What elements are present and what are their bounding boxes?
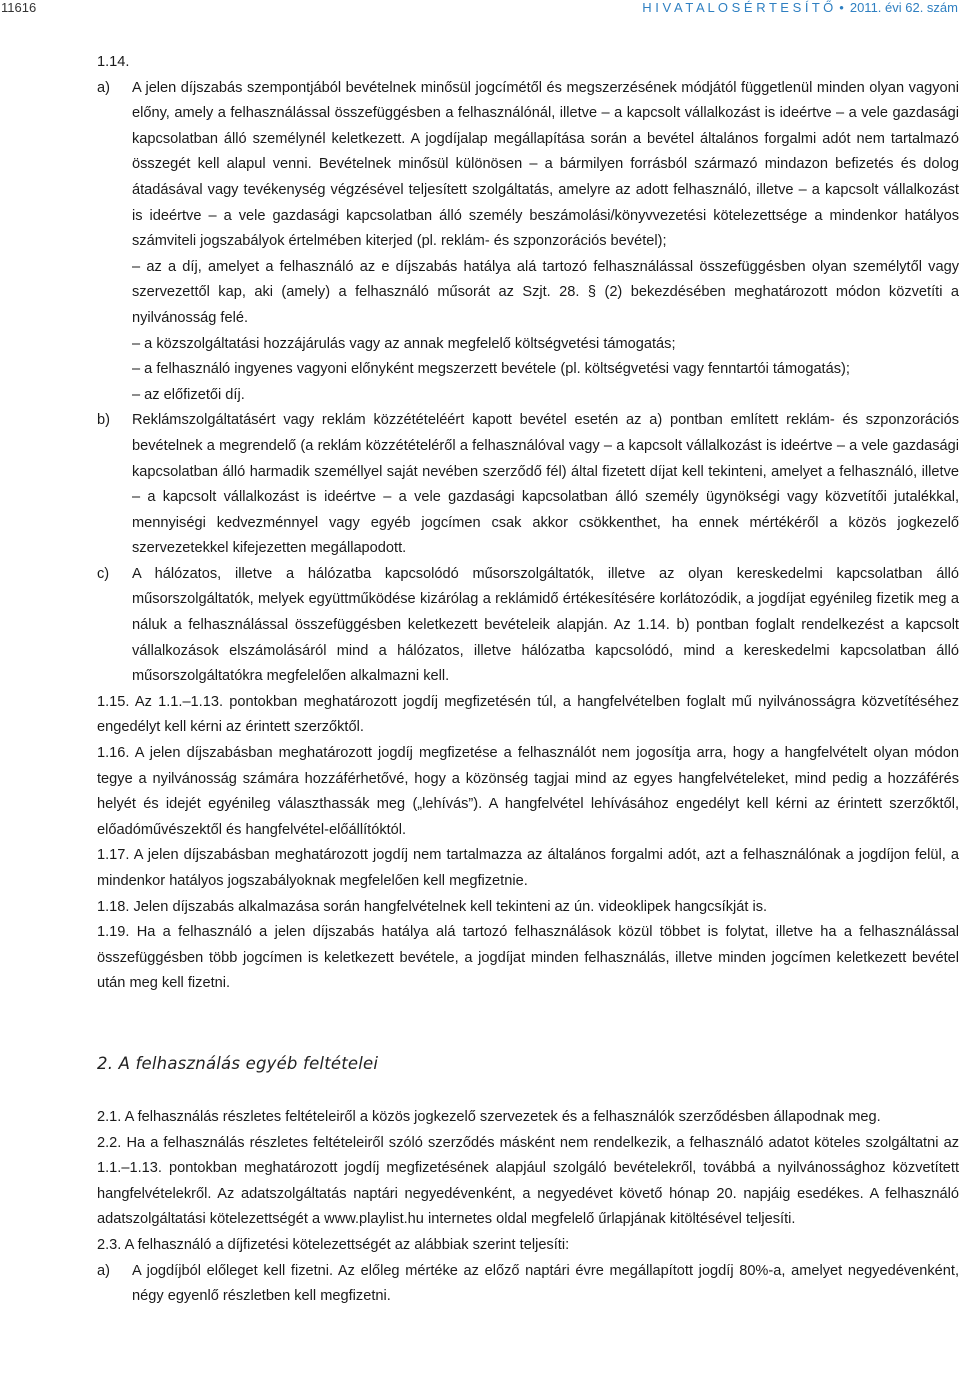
item-2-3-a-text: A jogdíjból előleget kell fizetni. Az előleg mértéke az előző naptári évre megállapított jogdíj 80%-a, amelyet negyedévenként, négy egyenlő részletben kell megfizetni. bbox=[132, 1262, 959, 1305]
item-a-dash-2: – az a díj, amelyet a felhasználó az e díjszabás hatálya alá tartozó felhasználással összefüggésben olyan személytől vagy szervezettől kap, aki (amely) a felhasználó műsorát az Szjt. 28. § (2) bekezdésében meghatározott módon közvetíti a nyilvánosság felé. bbox=[132, 258, 959, 326]
item-c bbox=[97, 562, 959, 690]
publication-title: H I V A T A L O S É R T E S Í T Ő bbox=[642, 0, 834, 15]
item-c-text: A hálózatos, illetve a hálózatba kapcsolódó műsorszolgáltatók, illetve az olyan kereskedelmi kapcsolatban álló műsorszolgáltatók, melyek együttműködése kizárólag a reklámidő értékesítésére korlátozódik, a jogdíjat egyénileg fizetik meg a náluk a felhasználással összefüggésben keletkezett bevételeik alapján. Az 1.14. b) pontban foglalt rendelkezést a kapcsolt vállalkozások elszámolásáról mind a hálózatos, illetve hálózatba kapcsolódó, mind a kereskedelmi kapcsolatban álló műsorszolgáltatókra megfelelően alkalmazni kell. bbox=[132, 565, 959, 685]
page-number: 11616 bbox=[1, 0, 37, 15]
section-1-18: 1.18. Jelen díjszabás alkalmazása során hangfelvételnek kell tekinteni az ún. videoklipek hangcsíkját is. bbox=[97, 898, 768, 915]
item-a-text: A jelen díjszabás szempontjából bevételnek minősül jogcímétől és megszerzésének módjától függetlenül minden olyan vagyoni előny, amely a felhasználással összefüggésben a felhasználónál, illetve – a kapcsolt vállalkozást is ideértve – a vele gazdasági kapcsolatban álló személynél keletkezett. A jogdíjalap megállapítása során a bevétel általános forgalmi adót nem tartalmazó összegét kell alapul venni. Bevételnek minősül különösen – a bármilyen forrásból származó mindazon befizetés és dolog átadásával vagy tevékenység végzésével teljesített szolgáltatás, amelyre az adott felhasználó, illetve – a kapcsolt vállalkozást is ideértve – a vele gazdasági kapcsolatban álló személy beszámolási/könyvvezetési kötelezettsége a mindenkor hatályos számviteli jogszabályok értelmében kiterjed (pl. reklám- és szponzorációs bevétel); bbox=[132, 79, 959, 250]
item-a-dash-4: – a felhasználó ingyenes vagyoni előnyként megszerzett bevétele (pl. költségvetési vagy fenntartói támogatás); bbox=[132, 361, 850, 378]
item-a bbox=[97, 76, 959, 409]
item-2-3-a-label: a) bbox=[97, 1262, 110, 1279]
section-2-2: 2.2. Ha a felhasználás részletes feltételeiről szóló szerződés másként nem rendelkezik, a felhasználó adatot köteles szolgáltatni az 1.1.–1.13. pontokban meghatározott jogdíj megfizetésének alapjául szolgáló bevételekről, továbbá a nyilvánossághoz közvetített hangfelvételekről. Az adatszolgáltatás naptári negyedévenként, a negyedévet követő hónap 20. napjáig esedékes. A felhasználó adatszolgáltatási kötelezettségét a www.playlist.hu internetes oldal megfelelő űrlapjának kitöltésével teljesíti. bbox=[97, 1134, 959, 1228]
item-a-label: a) bbox=[97, 79, 110, 96]
page-header bbox=[0, 0, 960, 20]
publication-header bbox=[642, 0, 958, 16]
section-1-17: 1.17. A jelen díjszabásban meghatározott jogdíj nem tartalmazza az általános forgalmi adót, azt a felhasználónak a jogdíjon felül, a mindenkor hatályos jogszabályoknak megfelelően kell megfizetnie. bbox=[97, 847, 959, 889]
item-b-label: b) bbox=[97, 412, 110, 429]
item-a-dash-5: – az előfizetői díj. bbox=[132, 386, 245, 403]
item-b bbox=[97, 408, 959, 562]
item-a-dash-3: – a közszolgáltatási hozzájárulás vagy az annak megfelelő költségvetési támogatás; bbox=[132, 335, 676, 352]
section-1-16: 1.16. A jelen díjszabásban meghatározott jogdíj megfizetése a felhasználót nem jogosítja arra, hogy a hangfelvételt olyan módon tegye a nyilvánosság számára hozzáférhetővé, hogy a közönség tagjai mind az egyes hangfelvételeket, mind pedig a hozzáférés helyét és idejét egyénileg választhassák meg („lehívás”). A hangfelvétel lehívásához engedélyt kell kérni az érintett szerzőktől, előadóművészektől és hangfelvétel-előállítóktól. bbox=[97, 745, 959, 838]
document-body bbox=[97, 50, 959, 1310]
section-2-heading: 2. A felhasználás egyéb feltételei bbox=[97, 1053, 379, 1073]
separator-dot: • bbox=[839, 0, 844, 15]
issue-number: 2011. évi 62. szám bbox=[849, 0, 958, 15]
section-1-15: 1.15. Az 1.1.–1.13. pontokban meghatározott jogdíj megfizetésén túl, a hangfelvételben foglalt mű nyilvánosságra közvetítéséhez engedélyt kell kérni az érintett szerzőktől. bbox=[97, 693, 959, 736]
section-2-3: 2.3. A felhasználó a díjfizetési kötelezettségét az alábbiak szerint teljesíti: bbox=[97, 1236, 570, 1253]
item-c-label: c) bbox=[97, 565, 110, 582]
section-1-19: 1.19. Ha a felhasználó a jelen díjszabás hatálya alá tartozó felhasználások közül többet is folytat, illetve ha a felhasználással összefüggésben több jogcímen is keletkezett bevétele, a jogdíjat minden felhasználás, illetve minden jogcímen keletkezett bevétel után meg kell fizetni. bbox=[97, 924, 959, 992]
item-b-text: Reklámszolgáltatásért vagy reklám közzétételéért kapott bevétel esetén az a) pontban említett reklám- és szponzorációs bevételnek a megrendelő (a reklám közzétételéről a felhasználóval vagy – a kapcsolt vállalkozást is ideértve – a vele gazdasági kapcsolatban álló harmadik személlyel saját nevében szerződő fél) által fizetett díjat kell tekinteni, amelyet a felhasználó, illetve – a kapcsolt vállalkozást is ideértve – a vele gazdasági kapcsolatban álló személy ügynökségi vagy közvetítői jutalékkal, mennyiségi kedvezménnyel vagy egyéb jogcímen csak akkor csökkenthet, ha ennek mértékéről a közös jogkezelő szervezetekkel kifejezetten megállapodott. bbox=[132, 412, 959, 557]
section-2-1: 2.1. A felhasználás részletes feltételeiről a közös jogkezelő szervezetek és a felhasználók szerződésben állapodnak meg. bbox=[97, 1108, 881, 1125]
section-1-14-number: 1.14. bbox=[97, 54, 130, 70]
item-2-3-a bbox=[97, 1259, 959, 1310]
